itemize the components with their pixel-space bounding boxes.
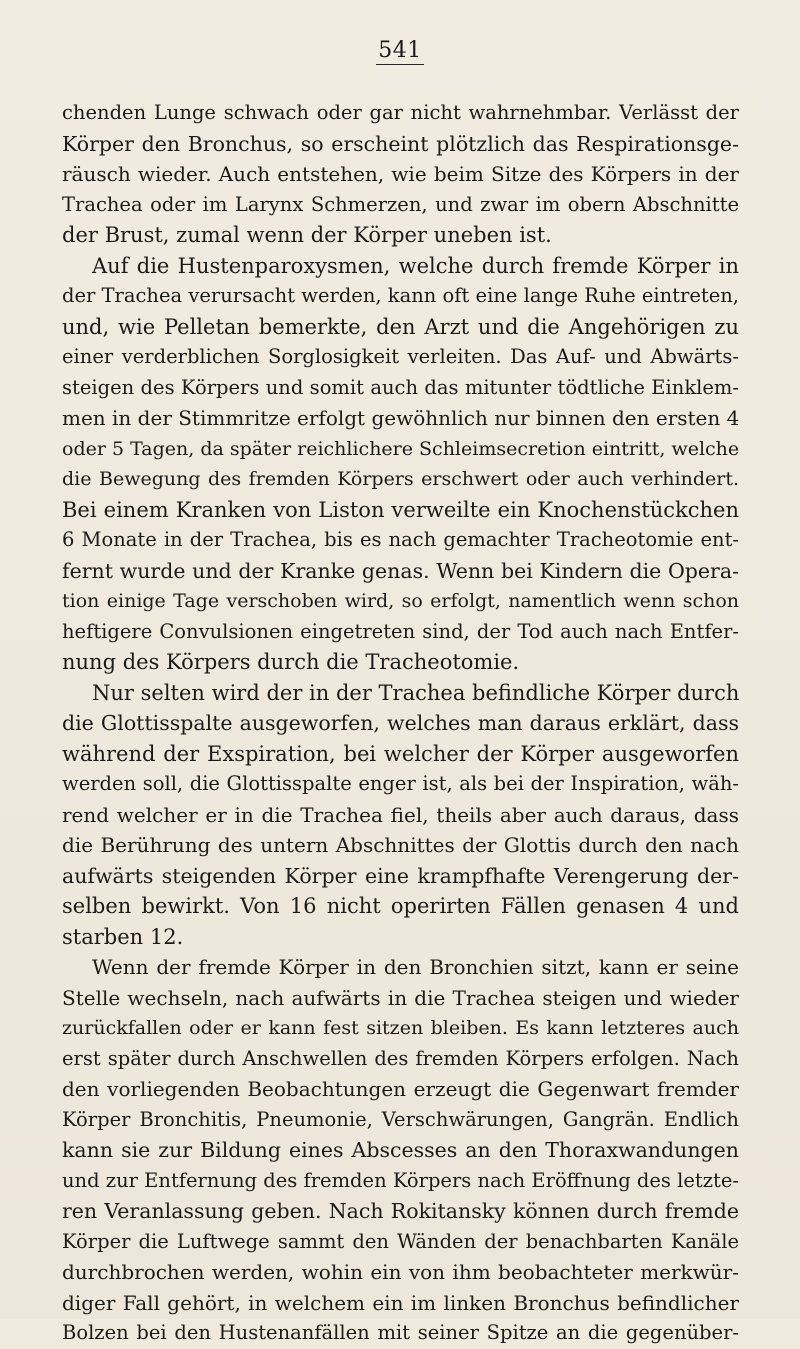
text-line: Bolzen bei den Hustenanfällen mit seiner Spitze an die gegenüber- — [62, 1321, 739, 1344]
text-line: und, wie Pelletan bemerkte, den Arzt und die Angehörigen zu — [62, 314, 739, 339]
text-line: Körper den Bronchus, so erscheint plötzlich das Respirationsge- — [62, 131, 739, 156]
text-line: Auf die Hustenparoxysmen, welche durch fremde Körper in — [92, 253, 739, 278]
text-line: zurückfallen oder er kann fest sitzen bleiben. Es kann letzteres auch — [62, 1017, 739, 1039]
text-line: men in der Stimmritze erfolgt gewöhnlich nur binnen den ersten 4 — [62, 406, 739, 430]
text-line: den vorliegenden Beobachtungen erzeugt die Gegenwart fremder — [62, 1077, 739, 1101]
text-line: der Brust, zumal wenn der Körper uneben ist. — [62, 223, 552, 247]
body-text — [62, 98, 739, 1349]
text-line: starben 12. — [62, 924, 184, 949]
page-number — [0, 38, 800, 65]
text-line: Nur selten wird der in der Trachea befindliche Körper durch — [92, 680, 739, 705]
text-line: der Trachea verursacht werden, kann oft eine lange Ruhe eintreten, — [62, 284, 739, 307]
text-line: oder 5 Tagen, da später reichlichere Schleimsecretion eintritt, welche — [62, 437, 739, 460]
text-line: Stelle wechseln, nach aufwärts in die Trachea steigen und wieder — [62, 985, 739, 1010]
text-line: nung des Körpers durch die Tracheotomie. — [62, 650, 520, 674]
text-line: chenden Lunge schwach oder gar nicht wahrnehmbar. Verlässt der — [62, 101, 739, 124]
text-line: während der Exspiration, bei welcher der Körper ausgeworfen — [62, 741, 739, 766]
text-line: die Bewegung des fremden Körpers erschwert oder auch verhindert. — [62, 468, 739, 490]
text-line: einer verderblichen Sorglosigkeit verleiten. Das Auf- und Abwärts- — [62, 345, 739, 368]
text-line: kann sie zur Bildung eines Abscesses an den Thoraxwandungen — [62, 1138, 739, 1162]
text-line: durchbrochen werden, wohin ein von ihm beobachteter merkwür- — [62, 1260, 739, 1284]
text-line: werden soll, die Glottisspalte enger ist, als bei der Inspiration, wäh- — [62, 772, 739, 795]
text-line: Körper Bronchitis, Pneumonie, Verschwärungen, Gangrän. Endlich — [62, 1107, 739, 1131]
text-line: die Glottisspalte ausgeworfen, welches man daraus erklärt, dass — [62, 711, 739, 735]
text-line: und zur Entfernung des fremden Körpers nach Eröffnung des letzte- — [62, 1168, 739, 1192]
page-number-text: 541 — [378, 38, 422, 63]
text-line: ren Veranlassung geben. Nach Rokitansky können durch fremde — [62, 1199, 739, 1223]
text-line: fernt wurde und der Kranke genas. Wenn bei Kindern die Opera- — [62, 558, 739, 583]
text-line: steigen des Körpers und somit auch das mitunter tödtliche Einklem- — [62, 375, 739, 399]
text-line: die Berührung des untern Abschnittes der Glottis durch den nach — [62, 833, 739, 857]
text-line: Bei einem Kranken von Liston verweilte ein Knochenstückchen — [62, 497, 739, 522]
text-line: selben bewirkt. Von 16 nicht operirten Fällen genasen 4 und — [62, 894, 739, 918]
text-line: Körper die Luftwege sammt den Wänden der benachbarten Kanäle — [62, 1229, 739, 1253]
text-line: diger Fall gehört, in welchem ein im linken Bronchus befindlicher — [62, 1290, 739, 1315]
text-line: räusch wieder. Auch entstehen, wie beim Sitze des Körpers in der — [62, 162, 739, 186]
text-line: erst später durch Anschwellen des fremden Körpers erfolgen. Nach — [62, 1046, 739, 1070]
text-line: heftigere Convulsionen eingetreten sind, der Tod auch nach Entfer- — [62, 619, 739, 643]
text-line: Trachea oder im Larynx Schmerzen, und zwar im obern Abschnitte — [62, 192, 739, 216]
text-line: tion einige Tage verschoben wird, so erfolgt, namentlich wenn schon — [62, 590, 739, 612]
text-line: rend welcher er in die Trachea fiel, theils aber auch daraus, dass — [62, 802, 739, 827]
text-line: aufwärts steigenden Körper eine krampfhafte Verengerung der- — [62, 863, 739, 888]
text-line: 6 Monate in der Trachea, bis es nach gemachter Tracheotomie ent- — [62, 528, 739, 551]
text-line: Wenn der fremde Körper in den Bronchien sitzt, kann er seine — [92, 955, 739, 979]
